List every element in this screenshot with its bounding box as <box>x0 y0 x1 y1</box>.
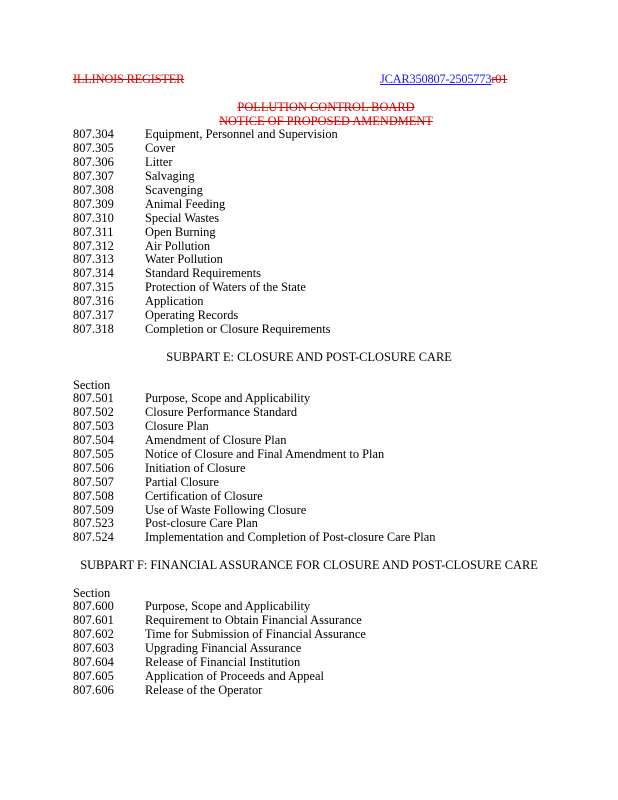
section-title: Notice of Closure and Final Amendment to Plan <box>145 446 385 461</box>
section-label-f: Section <box>73 586 111 600</box>
section-number: 807.310 <box>73 210 114 225</box>
section-number: 807.509 <box>73 502 114 517</box>
section-title: Release of Financial Institution <box>145 654 301 669</box>
section-title: Certification of Closure <box>145 488 263 503</box>
section-number: 807.603 <box>73 640 114 655</box>
section-number: 807.312 <box>73 238 114 253</box>
section-number: 807.305 <box>73 140 114 155</box>
section-title: Closure Plan <box>145 418 209 433</box>
section-title: Cover <box>145 140 176 155</box>
section-number: 807.508 <box>73 488 114 503</box>
section-label-e: Section <box>73 378 111 392</box>
section-number: 807.313 <box>73 252 114 267</box>
section-title: Equipment, Personnel and Supervision <box>145 127 338 141</box>
section-number: 807.505 <box>73 446 114 461</box>
section-number: 807.600 <box>73 599 114 613</box>
section-title: Operating Records <box>145 308 239 323</box>
section-number: 807.604 <box>73 654 114 669</box>
section-title: Release of the Operator <box>145 682 263 697</box>
subpart-e-heading: SUBPART E: CLOSURE AND POST-CLOSURE CARE <box>166 350 452 364</box>
section-number: 807.316 <box>73 294 114 309</box>
section-title: Open Burning <box>145 224 216 239</box>
section-title: Application of Proceeds and Appeal <box>145 668 324 683</box>
section-number: 807.308 <box>73 182 114 197</box>
section-number: 807.605 <box>73 668 114 683</box>
section-number: 807.314 <box>73 266 114 281</box>
section-title: Litter <box>145 154 173 169</box>
document-id-suffix: r01 <box>491 72 508 86</box>
section-number: 807.307 <box>73 168 114 183</box>
section-number: 807.501 <box>73 391 114 405</box>
section-title: Purpose, Scope and Applicability <box>145 599 311 613</box>
section-number: 807.318 <box>73 322 114 337</box>
section-title: Amendment of Closure Plan <box>145 432 287 447</box>
section-title: Time for Submission of Financial Assurance <box>145 626 366 641</box>
section-number: 807.523 <box>73 516 114 531</box>
section-title: Implementation and Completion of Post-closure Care Plan <box>145 530 436 545</box>
page-title <box>0 100 618 128</box>
agency-title: POLLUTION CONTROL BOARD <box>237 100 415 114</box>
section-title: Air Pollution <box>145 238 211 253</box>
document-id <box>380 72 507 87</box>
subpart-f-heading: SUBPART F: FINANCIAL ASSURANCE FOR CLOSURE AND POST-CLOSURE CARE <box>80 558 538 572</box>
section-title: Standard Requirements <box>145 266 261 281</box>
section-title: Animal Feeding <box>145 196 226 211</box>
notice-title: NOTICE OF PROPOSED AMENDMENT <box>219 114 433 128</box>
section-title: Closure Performance Standard <box>145 404 298 419</box>
section-number: 807.309 <box>73 196 114 211</box>
section-number: 807.601 <box>73 612 114 627</box>
section-number: 807.311 <box>73 224 114 239</box>
section-title: Salvaging <box>145 168 195 183</box>
section-title: Post-closure Care Plan <box>145 516 258 531</box>
section-number: 807.502 <box>73 404 114 419</box>
section-title: Application <box>145 294 204 309</box>
section-number: 807.317 <box>73 308 114 323</box>
document-id-link[interactable]: JCAR350807-2505773 <box>380 72 492 86</box>
section-title: Water Pollution <box>145 252 223 267</box>
section-number: 807.506 <box>73 460 114 475</box>
section-title: Requirement to Obtain Financial Assurance <box>145 612 362 627</box>
section-number: 807.606 <box>73 682 114 697</box>
section-title: Purpose, Scope and Applicability <box>145 391 311 405</box>
section-title: Special Wastes <box>145 210 220 225</box>
section-title: Initiation of Closure <box>145 460 246 475</box>
section-number: 807.602 <box>73 626 114 641</box>
register-header: ILLINOIS REGISTER <box>73 72 185 86</box>
section-title: Upgrading Financial Assurance <box>145 640 302 655</box>
section-number: 807.504 <box>73 432 114 447</box>
section-number: 807.503 <box>73 418 114 433</box>
section-title: Protection of Waters of the State <box>145 280 306 295</box>
section-number: 807.306 <box>73 154 114 169</box>
section-title: Use of Waste Following Closure <box>145 502 307 517</box>
section-number: 807.524 <box>73 530 114 545</box>
section-title: Completion or Closure Requirements <box>145 322 331 337</box>
section-number: 807.315 <box>73 280 114 295</box>
section-number: 807.507 <box>73 474 114 489</box>
section-title: Scavenging <box>145 182 203 197</box>
section-number: 807.304 <box>73 127 114 141</box>
section-title: Partial Closure <box>145 474 219 489</box>
